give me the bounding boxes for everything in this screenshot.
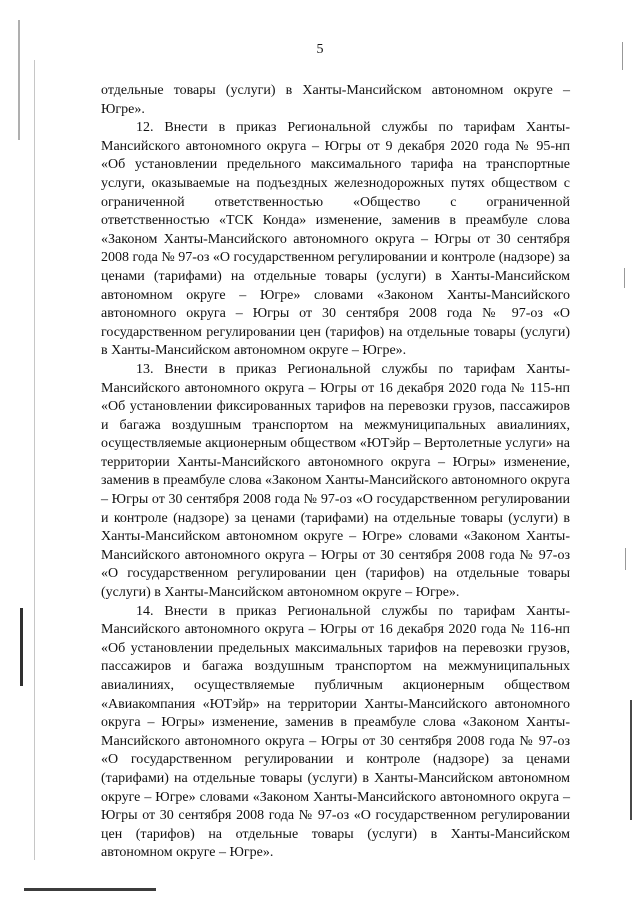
scan-edge-mark	[18, 20, 20, 140]
scan-edge-mark	[20, 608, 23, 686]
scan-edge-mark	[24, 888, 156, 891]
scan-edge-mark	[630, 700, 632, 820]
paragraph-item-12: 12. Внести в приказ Региональной службы по тарифам Ханты-Мансийского автономного округа – Югры от 9 декабря 2020 года № 95-нп «Об установлении предельного максимального тарифа на транспортные услуги, оказываемые на подъездных железнодорожных путях обществом с ограниченной ответственностью «Общество с ограниченной ответственностью «ТСК Конда» изменение, заменив в преамбуле слова «Законом Ханты-Мансийского автономного округа – Югры от 30 сентября 2008 года № 97-оз «О государственном регулировании и контроле (надзоре) за ценами (тарифами) на отдельные товары (услуги) в Ханты-Мансийском автономном округе – Югре» словами «Законом Ханты-Мансийского автономного округа – Югры от 30 сентября 2008 года № 97-оз «О государственном регулировании цен (тарифов) на отдельные товары (услуги) в Ханты-Мансийском автономном округе – Югре».	[101, 120, 570, 359]
scan-edge-mark	[624, 268, 625, 288]
paragraph-item-14: 14. Внести в приказ Региональной службы по тарифам Ханты-Мансийского автономного округа – Югры от 16 декабря 2020 года № 116-нп «Об установлении предельных максимальных тарифов на перевозки грузов, пассажиров и багажа воздушным транспортом на межмуниципальных авиалиниях, осуществляемые публичным акционерным обществом «Авиакомпания «ЮТэйр» на территории Ханты-Мансийского автономного округа – Югры» изменение, заменив в преамбуле слова «Законом Ханты-Мансийского автономного округа – Югры от 30 сентября 2008 года № 97-оз «О государственном регулировании и контроле (надзоре) за ценами (тарифами) на отдельные товары (услуги) в Ханты-Мансийском автономном округе – Югре» словами «Законом Ханты-Мансийского автономного округа – Югры от 30 сентября 2008 года № 97-оз «О государственном регулировании цен (тарифов) на отдельные товары (услуги) в Ханты-Мансийском автономном округе – Югре».	[101, 603, 570, 861]
paragraph-continuation: отдельные товары (услуги) в Ханты-Мансийском автономном округе – Югре».	[101, 83, 570, 117]
page-number: 5	[316, 42, 324, 57]
paragraph-item-13: 13. Внести в приказ Региональной службы по тарифам Ханты-Мансийского автономного округа – Югры от 16 декабря 2020 года № 115-нп «Об установлении фиксированных тарифов на перевозки грузов, пассажиров и багажа воздушным транспортом на межмуниципальных авиалиниях, осуществляемые акционерным обществом «ЮТэйр – Вертолетные услуги» на территории Ханты-Мансийского автономного округа – Югры» изменение, заменив в преамбуле слова «Законом Ханты-Мансийского автономного округа – Югры от 30 сентября 2008 года № 97-оз «О государственном регулировании и контроле (надзоре) за ценами (тарифами) на отдельные товары (услуги) в Ханты-Мансийском автономном округе – Югре» словами «Законом Ханты-Мансийского автономного округа – Югры от 30 сентября 2008 года № 97-оз «О государственном регулировании цен (тарифов) на отдельные товары (услуги) в Ханты-Мансийском автономном округе – Югре».	[101, 361, 570, 601]
document-body	[101, 82, 570, 863]
scan-edge-mark	[34, 60, 35, 860]
scan-edge-mark	[625, 548, 626, 570]
